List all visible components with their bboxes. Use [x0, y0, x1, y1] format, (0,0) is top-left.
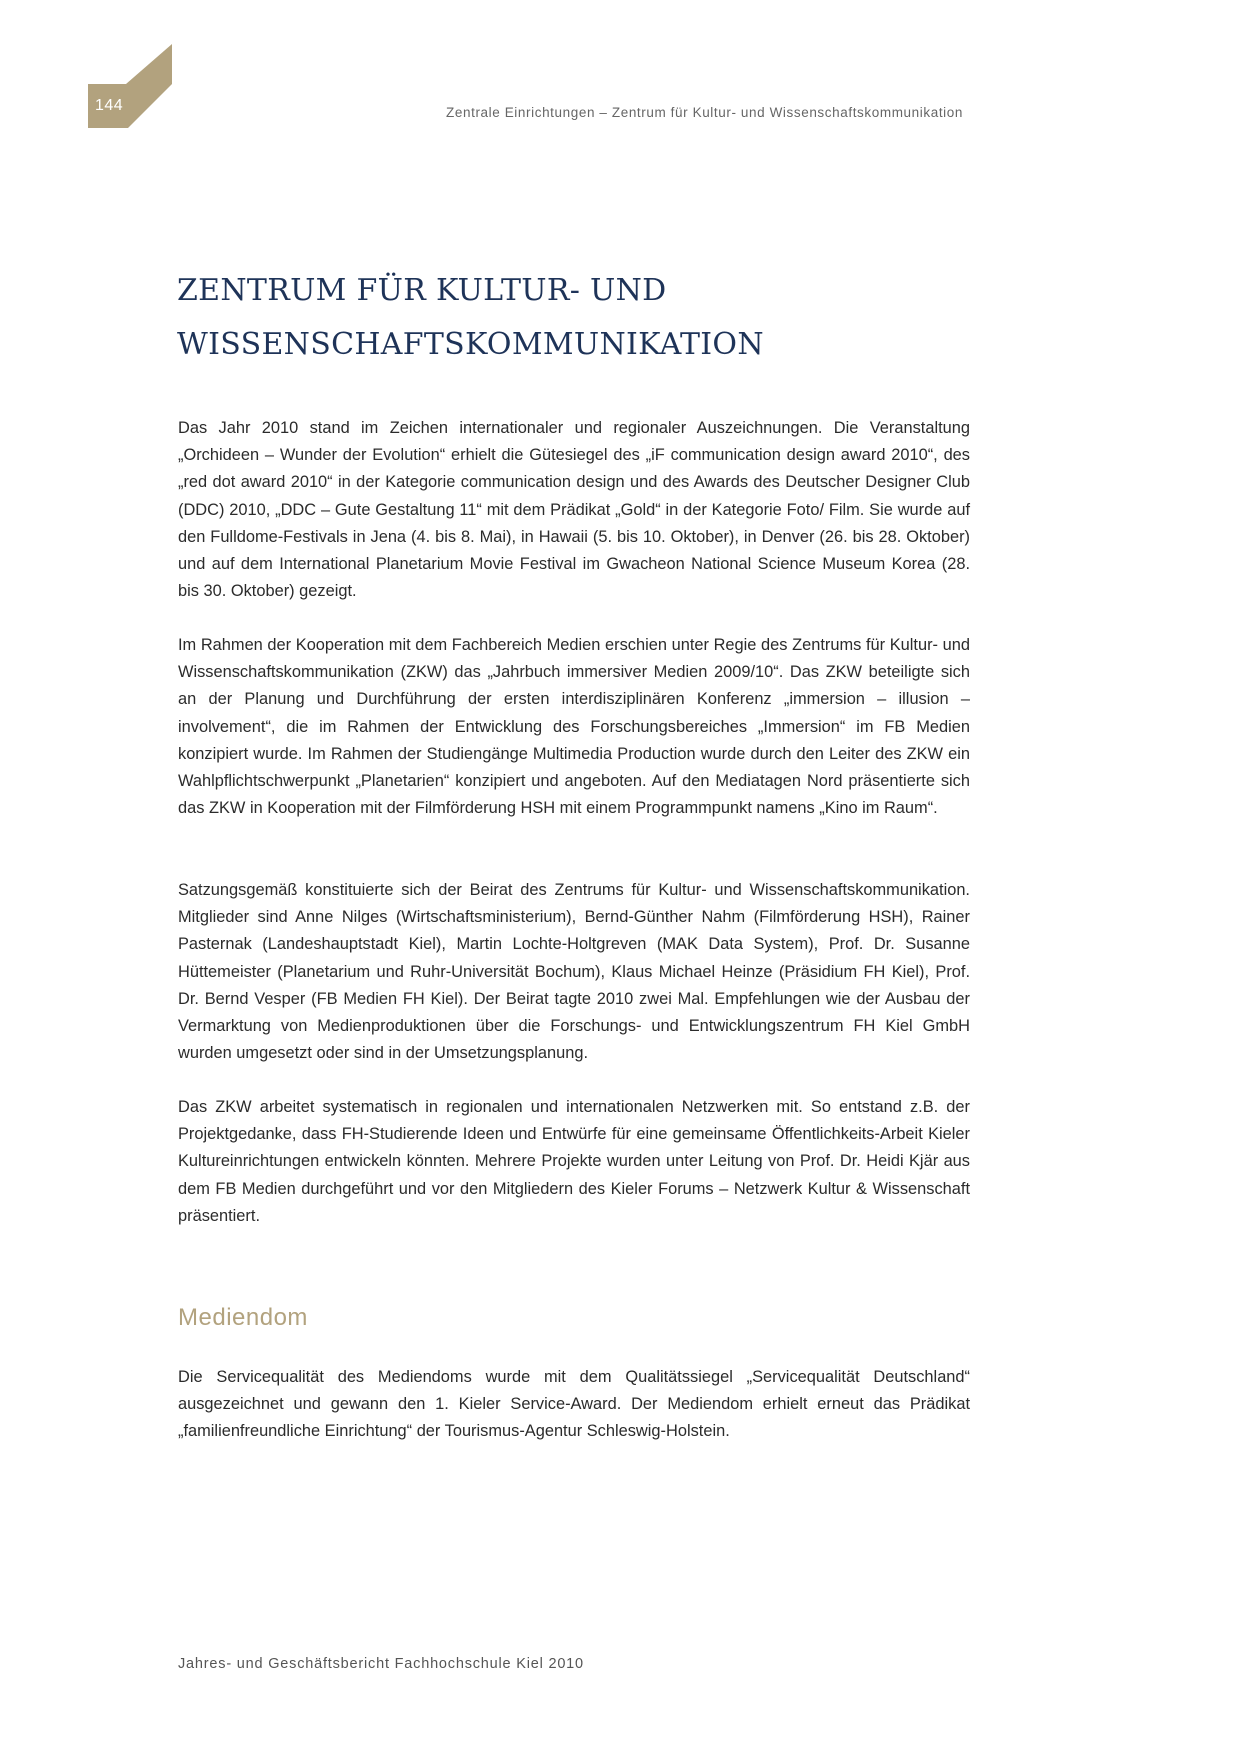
page-tab-shape: [88, 44, 172, 128]
page-title: [177, 264, 977, 372]
section-heading-mediendom: Mediendom: [178, 1304, 308, 1331]
page-number-tab: [88, 44, 172, 128]
body-paragraph-4: Das ZKW arbeitet systematisch in regionalen und internationalen Netzwerken mit. So entstand z.B. der Projektgedanke, dass FH-Studierende Ideen und Entwürfe für eine gemeinsame Öffentlichkeits-Arbeit Kieler Kultureinrichtungen entwickeln könnten. Mehrere Projekte wurden unter Leitung von Prof. Dr. Heidi Kjär aus dem FB Medien durchgeführt und vor den Mitgliedern des Kieler Forums – Netzwerk Kultur & Wissenschaft präsentiert.: [178, 1098, 970, 1225]
page-title-line-1: ZENTRUM FÜR KULTUR- UND: [177, 273, 667, 308]
page-number: 144: [95, 97, 124, 114]
body-paragraph-2: Im Rahmen der Kooperation mit dem Fachbereich Medien erschien unter Regie des Zentrums für Kultur- und Wissenschaftskommunikation (ZKW) das „Jahrbuch immersiver Medien 2009/10“. Das ZKW beteiligte sich an der Planung und Durchführung der ersten interdisziplinären Konferenz „immersion – illusion – involvement“, die im Rahmen der Entwicklung des Forschungsbereiches „Immersion“ im FB Medien konzipiert wurde. Im Rahmen der Studiengänge Multimedia Production wurde durch den Leiter des ZKW ein Wahlpflichtschwerpunkt „Planetarien“ konzipiert und angeboten. Auf den Mediatagen Nord präsentierte sich das ZKW in Kooperation mit der Filmförderung HSH mit einem Programmpunkt namens „Kino im Raum“.: [178, 636, 970, 818]
body-paragraph-1: Das Jahr 2010 stand im Zeichen internationaler und regionaler Auszeichnungen. Die Veranstaltung „Orchideen – Wunder der Evolution“ erhielt die Gütesiegel des „iF communication design award 2010“, des „red dot award 2010“ in der Kategorie communication design und des Awards des Deutscher Designer Club (DDC) 2010, „DDC – Gute Gestaltung 11“ mit dem Prädikat „Gold“ in der Kategorie Foto/ Film. Sie wurde auf den Fulldome-Festivals in Jena (4. bis 8. Mai), in Hawaii (5. bis 10. Oktober), in Denver (26. bis 28. Oktober) und auf dem International Planetarium Movie Festival im Gwacheon National Science Museum Korea (28. bis 30. Oktober) gezeigt.: [178, 419, 970, 601]
page-footer: Jahres- und Geschäftsbericht Fachhochschule Kiel 2010: [178, 1656, 584, 1672]
page-title-line-2: WISSENSCHAFTSKOMMUNIKATION: [177, 327, 764, 362]
body-paragraph-3: Satzungsgemäß konstituierte sich der Beirat des Zentrums für Kultur- und Wissenschaftskommunikation. Mitglieder sind Anne Nilges (Wirtschaftsministerium), Bernd-Günther Nahm (Filmförderung HSH), Rainer Pasternak (Landeshauptstadt Kiel), Martin Lochte-Holtgreven (MAK Data System), Prof. Dr. Susanne Hüttemeister (Planetarium und Ruhr-Universität Bochum), Klaus Michael Heinze (Präsidium FH Kiel), Prof. Dr. Bernd Vesper (FB Medien FH Kiel). Der Beirat tagte 2010 zwei Mal. Empfehlungen wie der Ausbau der Vermarktung von Medienproduktionen über die Forschungs- und Entwicklungszentrum FH Kiel GmbH wurden umgesetzt oder sind in der Umsetzungsplanung.: [178, 881, 970, 1063]
running-head: Zentrale Einrichtungen – Zentrum für Kultur- und Wissenschaftskommunikation: [446, 105, 963, 120]
section-paragraph-mediendom: Die Servicequalität des Mediendoms wurde mit dem Qualitätssiegel „Servicequalität Deutschland“ ausgezeichnet und gewann den 1. Kieler Service-Award. Der Mediendom erhielt erneut das Prädikat „familienfreundliche Einrichtung“ der Tourismus-Agentur Schleswig-Holstein.: [178, 1368, 970, 1441]
